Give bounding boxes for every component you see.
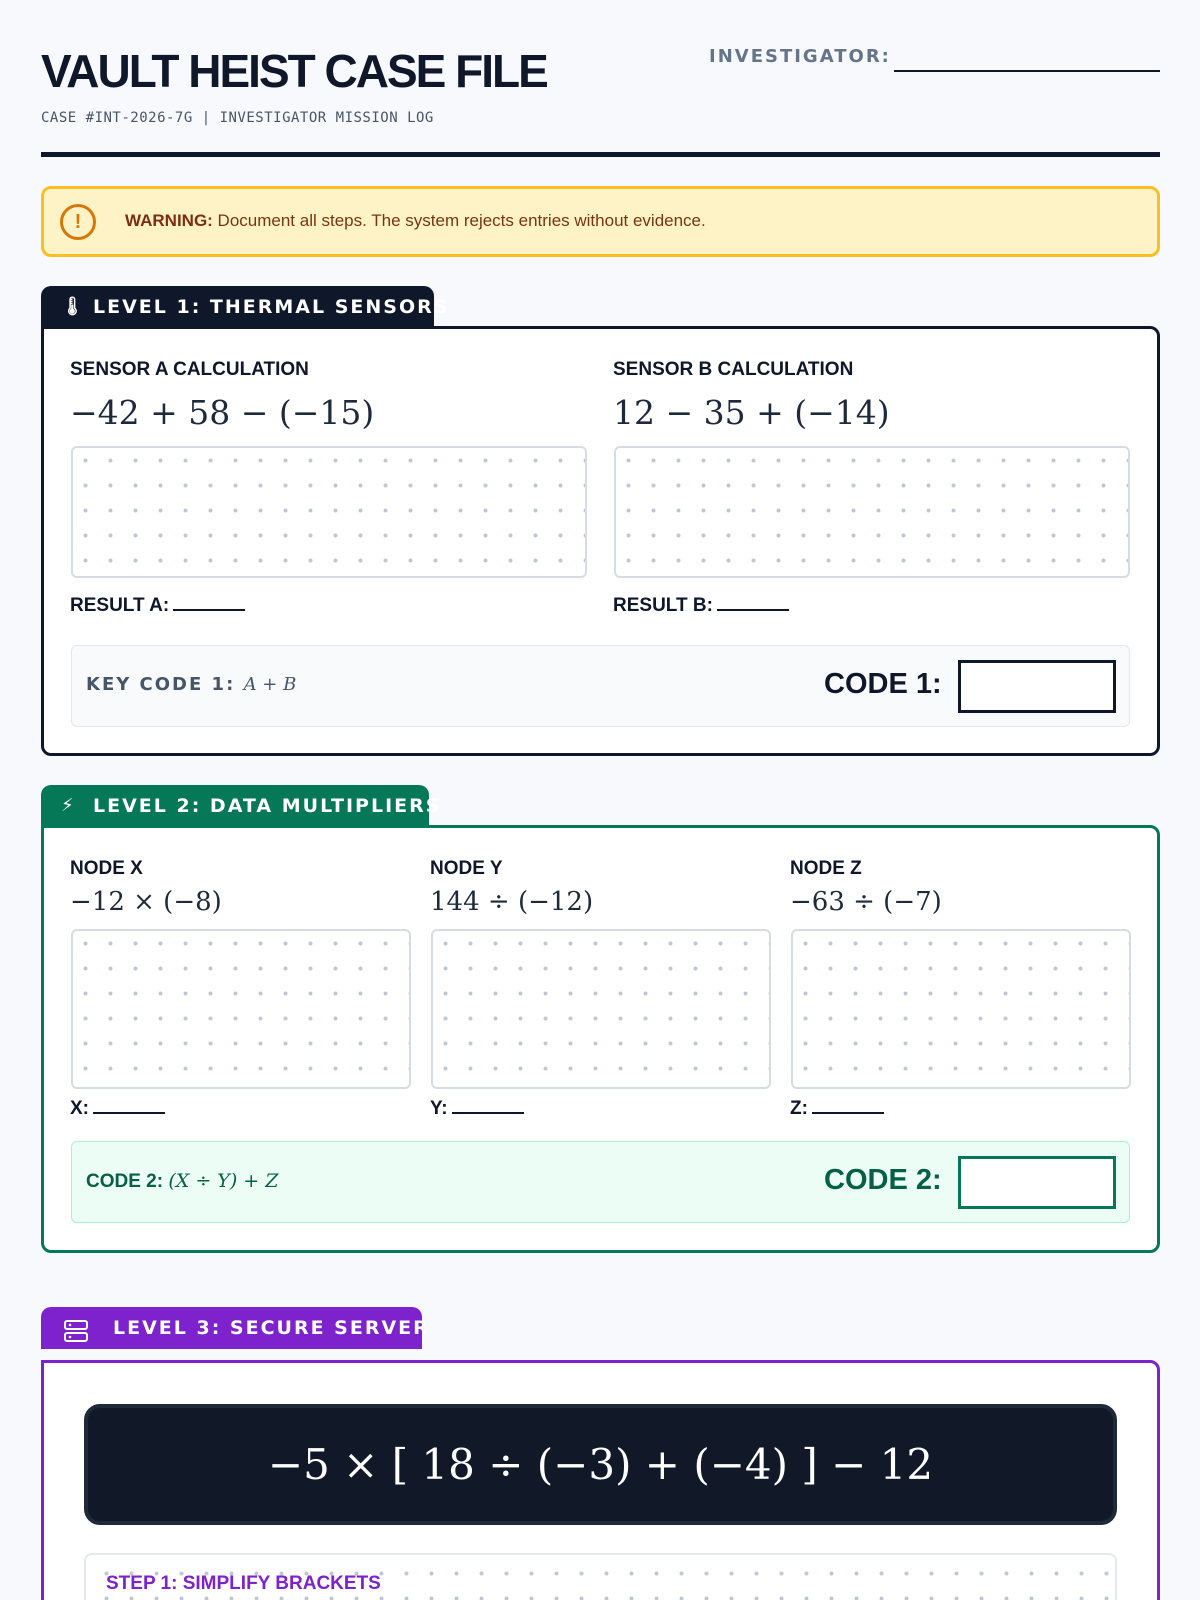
level-2-tab: [41, 785, 442, 827]
node-z-expression: −63 ÷ (−7): [790, 887, 942, 917]
result-b-blank[interactable]: [717, 595, 789, 611]
node-x-result[interactable]: X:: [70, 1098, 165, 1120]
node-x-label: NODE X: [70, 858, 143, 879]
exclamation-circle-icon: !: [60, 204, 96, 240]
node-y-label: NODE Y: [430, 858, 503, 879]
secure-server-expression: −5 × [ 18 ÷ (−3) + (−4) ] − 12: [84, 1404, 1117, 1525]
code-1-input[interactable]: [958, 660, 1116, 713]
result-a-blank[interactable]: [173, 595, 245, 611]
code-2-bar: [71, 1141, 1130, 1223]
node-z-result-blank[interactable]: [812, 1098, 884, 1114]
sensor-b-expression: 12 − 35 + (−14): [613, 393, 890, 432]
node-y-work-area[interactable]: [431, 929, 771, 1089]
investigator-name-field[interactable]: [894, 70, 1160, 72]
node-y-result[interactable]: Y:: [430, 1098, 524, 1120]
warning-banner: [41, 186, 1160, 257]
thermometer-icon: 🌡: [61, 296, 84, 317]
warning-text: WARNING: Document all steps. The system rejects entries without evidence.: [125, 211, 706, 230]
page-header: [41, 40, 1160, 158]
step-1-work-area[interactable]: [84, 1553, 1117, 1600]
level-3-title: LEVEL 3: SECURE SERVER: [113, 1317, 430, 1339]
node-x-work-area[interactable]: [71, 929, 411, 1089]
sensor-a-work-area[interactable]: [71, 446, 587, 578]
node-y-expression: 144 ÷ (−12): [430, 887, 594, 917]
sensor-b-label: SENSOR B CALCULATION: [613, 359, 854, 380]
sensor-a-label: SENSOR A CALCULATION: [70, 359, 309, 380]
node-z-result[interactable]: Z:: [790, 1098, 884, 1120]
code-2-input[interactable]: [958, 1156, 1116, 1209]
server-icon: [63, 1319, 89, 1341]
key-code-1-formula: KEY CODE 1: A + B: [86, 674, 297, 695]
page-title: VAULT HEIST CASE FILE: [41, 45, 547, 97]
level-2-title: LEVEL 2: DATA MULTIPLIERS: [93, 795, 442, 817]
code-1-label: CODE 1:: [824, 668, 942, 700]
case-subtitle: CASE #INT-2026-7G | INVESTIGATOR MISSION LOG: [41, 110, 434, 126]
sensor-a-expression: −42 + 58 − (−15): [70, 393, 375, 432]
step-1-label: STEP 1: SIMPLIFY BRACKETS: [106, 1573, 381, 1594]
node-y-result-blank[interactable]: [452, 1098, 524, 1114]
sensor-b-work-area[interactable]: [614, 446, 1130, 578]
result-a[interactable]: RESULT A:: [70, 595, 245, 617]
level-1-tab: [41, 286, 450, 328]
code-2-label: CODE 2:: [824, 1164, 942, 1196]
header-divider: [41, 152, 1160, 157]
node-z-label: NODE Z: [790, 858, 862, 879]
node-x-result-blank[interactable]: [93, 1098, 165, 1114]
lightning-icon: ⚡: [61, 795, 74, 816]
node-z-work-area[interactable]: [791, 929, 1131, 1089]
level-1-panel: [41, 326, 1160, 756]
node-x-expression: −12 × (−8): [70, 887, 222, 917]
code-2-formula: CODE 2: (X ÷ Y) + Z: [86, 1170, 279, 1192]
result-b[interactable]: RESULT B:: [613, 595, 789, 617]
key-code-1-bar: [71, 645, 1130, 727]
level-3-tab: [41, 1307, 430, 1349]
level-1-title: LEVEL 1: THERMAL SENSORS: [93, 296, 450, 318]
investigator-label: INVESTIGATOR:: [709, 46, 891, 67]
level-2-panel: [41, 825, 1160, 1253]
